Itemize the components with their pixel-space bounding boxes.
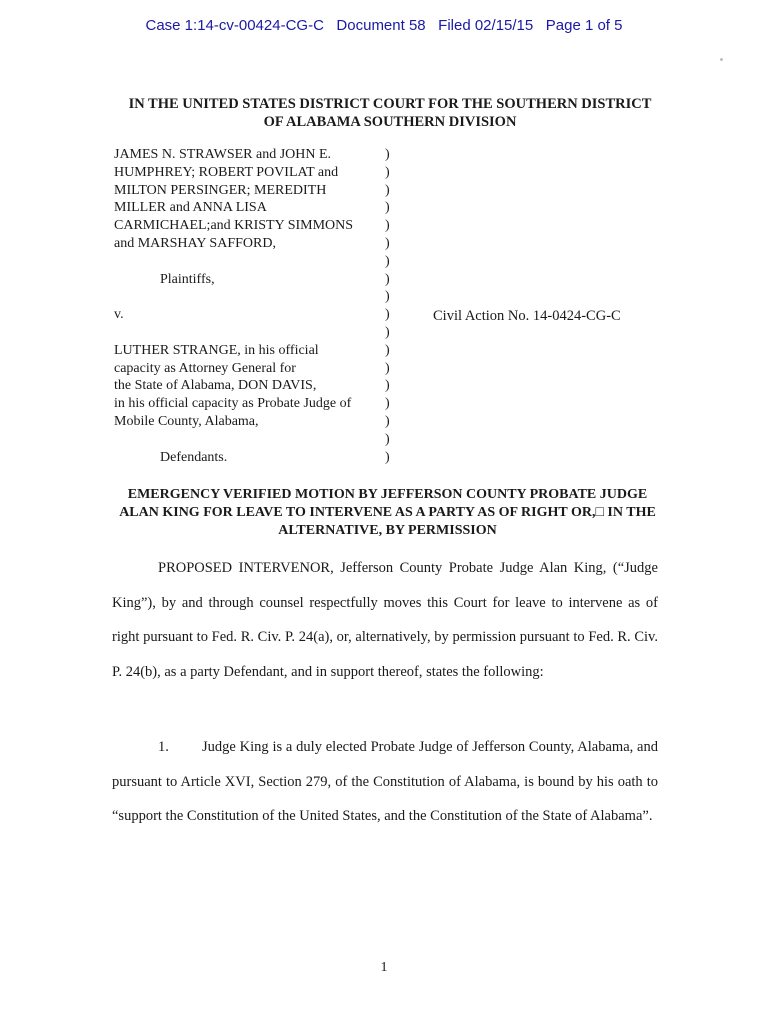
- defendants-label: Defendants.: [160, 449, 228, 465]
- paren: ): [385, 253, 390, 269]
- caption-spacer: [114, 431, 389, 449]
- caption-spacer: [114, 253, 389, 271]
- paren: ): [385, 324, 390, 340]
- paren: ): [385, 431, 390, 447]
- court-title: IN THE UNITED STATES DISTRICT COURT FOR THE SOUTHERN DISTRICT OF ALABAMA SOUTHERN DIVISION: [128, 96, 652, 130]
- paren: ): [385, 164, 390, 180]
- caption-spacer: [114, 288, 389, 306]
- paren: ): [385, 289, 390, 305]
- paren: ): [385, 218, 390, 234]
- paren: ): [385, 449, 390, 465]
- filed-date: Filed 02/15/15: [438, 17, 534, 34]
- paren: ): [385, 147, 390, 162]
- caption-spacer: [114, 324, 389, 342]
- paren: ): [385, 271, 390, 287]
- document-number: Document 58: [336, 17, 426, 34]
- caption-line: in his official capacity as Probate Judge of: [114, 396, 352, 412]
- versus-label: v.: [114, 307, 124, 323]
- paragraph-text: Judge King is a duly elected Probate Judge of Jefferson County, Alabama, and pursuant to Article XVI, Section 279, of the Constitution of Alabama, is bound by his oath to “support the Constitution of the United States, and the Constitution of the State of Alabama”.: [112, 739, 658, 824]
- intro-paragraph: PROPOSED INTERVENOR, Jefferson County Probate Judge Alan King, (“Judge King”), by and through counsel respectfully moves this Court for leave to intervene as of right pursuant to Fed. R. Civ. P. 24(a), or, alternatively, by permission pursuant to Fed. R. Civ. P. 24(b), as a party Defendant, and in support thereof, states the following:: [112, 560, 658, 680]
- paren: ): [385, 413, 390, 429]
- page-of: Page 1 of 5: [545, 17, 623, 34]
- case-caption: [114, 146, 389, 466]
- caption-line: and MARSHAY SAFFORD,: [114, 235, 276, 251]
- paragraph-number: 1.: [158, 739, 169, 755]
- numbered-paragraph: [112, 730, 658, 834]
- caption-line: MILLER and ANNA LISA: [114, 200, 267, 216]
- scan-mark: [720, 58, 723, 61]
- case-number: Case 1:14-cv-00424-CG-C: [145, 17, 324, 34]
- motion-title: EMERGENCY VERIFIED MOTION BY JEFFERSON COUNTY PROBATE JUDGE ALAN KING FOR LEAVE TO INTERVENE AS A PARTY AS OF RIGHT OR,□ IN THE ALTERNATIVE, BY PERMISSION: [119, 487, 656, 538]
- caption-line: CARMICHAEL;and KRISTY SIMMONS: [114, 218, 354, 234]
- ecf-header-stamp: [0, 17, 768, 34]
- paren: ): [385, 342, 390, 358]
- paren: ): [385, 235, 390, 251]
- caption-line: HUMPHREY; ROBERT POVILAT and: [114, 164, 339, 180]
- caption-line: MILTON PERSINGER; MEREDITH: [114, 182, 327, 198]
- paren: ): [385, 200, 390, 216]
- plaintiffs-label: Plaintiffs,: [160, 271, 215, 287]
- caption-paren-column: [385, 146, 397, 466]
- paren: ): [385, 182, 390, 198]
- paren: ): [385, 307, 390, 323]
- page-number: 1: [380, 960, 388, 975]
- caption-line: JAMES N. STRAWSER and JOHN E.: [114, 147, 332, 162]
- civil-action-number: Civil Action No. 14-0424-CG-C: [433, 308, 621, 324]
- caption-line: the State of Alabama, DON DAVIS,: [114, 378, 317, 394]
- caption-line: LUTHER STRANGE, in his official: [114, 342, 319, 358]
- paren: ): [385, 378, 390, 394]
- paren: ): [385, 396, 390, 412]
- caption-line: capacity as Attorney General for: [114, 360, 296, 376]
- paren: ): [385, 360, 390, 376]
- caption-line: Mobile County, Alabama,: [114, 413, 259, 429]
